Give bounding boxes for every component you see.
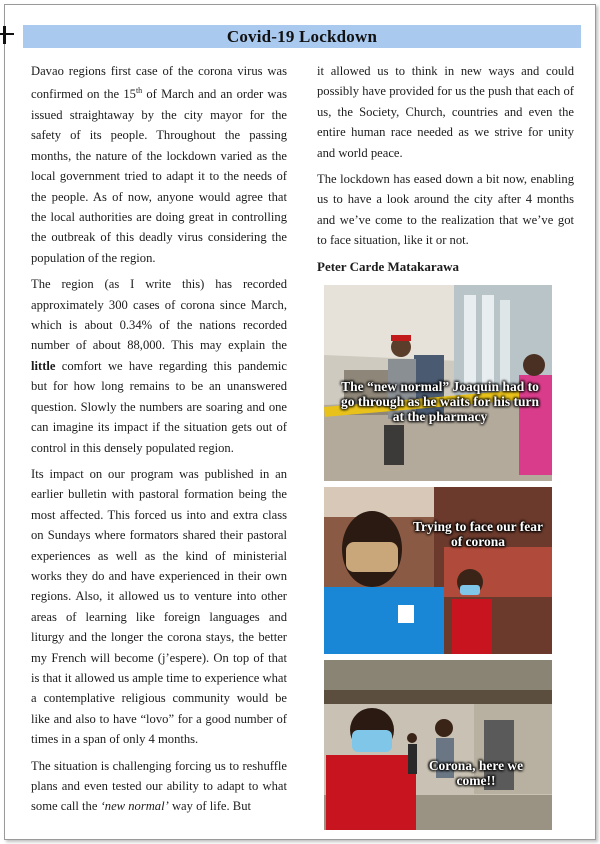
- left-column: [31, 61, 287, 823]
- photo-caption: Trying to face our fear of corona: [413, 519, 543, 549]
- paragraph: The region (as I write this) has recorded approximately 300 cases of corona since March, which is about 0.34% of the nations recorded number of about 88,000. This may explain the little comfort we have regarding this pandemic but for how long remains to be an unanswered question. Slowly the numbers are soaring and one can imagine its impact if the situation gets out of control in this densely populated region.: [31, 277, 287, 455]
- paragraph: The lockdown has eased down a bit now, enabling us to have a look around the city after 4 months and we’ve come to the realization that we’ve got to face situation, like it or not.: [317, 172, 574, 248]
- author-byline: Peter Carde Matakarawa: [317, 258, 459, 274]
- title-bar: [23, 25, 581, 48]
- photo-pharmacy-queue: [324, 285, 552, 481]
- photo-selfie-outdoor: [324, 660, 552, 830]
- photo-caption: The “new normal” Joaquin had to go through as he waits for his turn at the pharmacy: [341, 379, 539, 424]
- photo-caption: Corona, here we come!!: [428, 758, 524, 788]
- paragraph: Its impact on our program was published in an earlier bulletin with pastoral formation being the most affected. This forced us into and extra class on Sundays where formators shared their pastoral experiences as well as the kind of ministerial works they do and have experienced in their own regions. Also, it allowed us to venture into other areas of learning like foreign languages and liturgy and the longer the corona stays, the better my French will become (j’espere). On top of that is that it allowed us ample time to experience what a contemplative religious community would be like and also to have “lovo” for a good number of times in a span of only 4 months.: [31, 466, 287, 747]
- photo-selfie-store: [324, 487, 552, 654]
- crop-mark-icon: [0, 22, 16, 48]
- article-title: Covid-19 Lockdown: [226, 26, 378, 46]
- paragraph: it allowed us to think in new ways and could possibly have provided for us the push that each of us, the Society, Church, countries and even the entire human race needed as we strive for unity and world peace.: [317, 64, 574, 160]
- paragraph: Davao regions first case of the corona virus was confirmed on the 15th of March and an order was issued straightaway by the city mayor for the safety of its people. Throughout the passing months, the nature of the lockdown varied as the local government tried to adapt it to the needs of the people. As of now, anyone would agree that the local authorities are doing great in controlling the outbreak of this deadly virus considering the population of the region.: [31, 64, 287, 265]
- paragraph: The situation is challenging forcing us to reshuffle plans and even tested our ability to adapt to what some call the ‘new normal’ way of life. But: [31, 758, 287, 814]
- right-column: [317, 61, 574, 283]
